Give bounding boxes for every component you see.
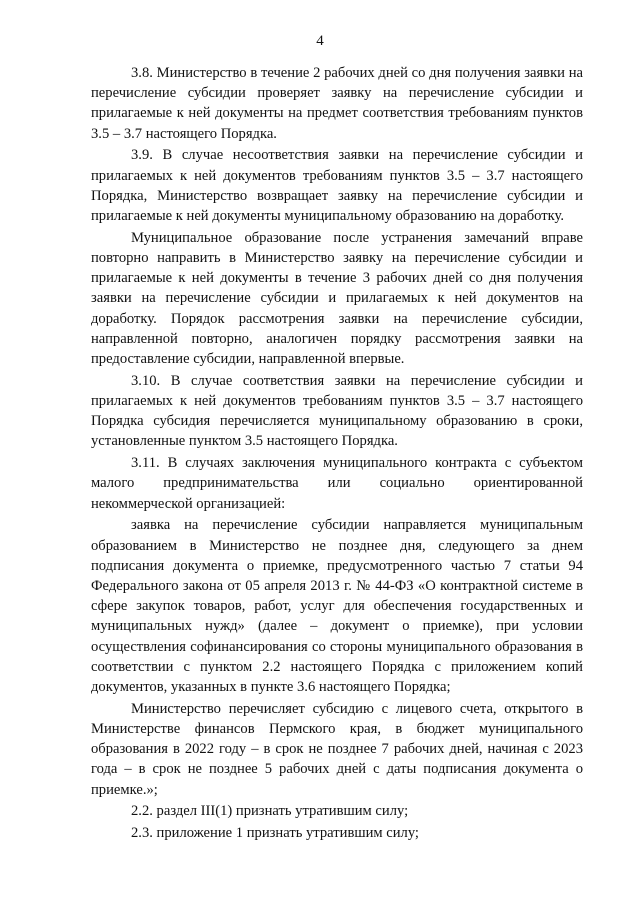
paragraph-3-8: 3.8. Министерство в течение 2 рабочих дней со дня получения заявки на перечисление субсидии проверяет заявку на перечисление субсидии и прилагаемые к ней документы на предмет соответствия требованиям пунктов 3.5 – 3.7 настоящего Порядка. — [91, 65, 583, 142]
paragraph-3-9: 3.9. В случае несоответствия заявки на перечисление субсидии и прилагаемых к ней документов требованиям пунктов 3.5 – 3.7 настоящего Порядка, Министерство возвращает заявку на перечисление субсидии и прилагаемые к ней документы муниципальному образованию на доработку. — [91, 147, 583, 225]
paragraph-ministry-transfer: Министерство перечисляет субсидию с лицевого счета, открытого в Министерстве финансов Пермского края, в бюджет муниципального образования в 2022 году – в срок не позднее 7 рабочих дней, начиная с 2023 года – в срок не позднее 5 рабочих дней с даты подписания документа о приемке.»; — [91, 700, 583, 798]
paragraph-resubmission: Муниципальное образование после устранения замечаний вправе повторно направить в Министерство заявку на перечисление субсидии и прилагаемые к ней документы в течение 3 рабочих дней со дня получения заявки на перечисление субсидии и прилагаемых к ней документов на доработку. Порядок рассмотрения заявки на перечисление субсидии, направленной повторно, аналогичен порядку рассмотрения заявки на предоставление субсидии, направленной впервые. — [91, 229, 583, 368]
paragraph-3-11: 3.11. В случаях заключения муниципального контракта с субъектом малого предпринимательства или социально ориентированной некоммерческой организацией: — [91, 455, 583, 512]
paragraph-application-submission: заявка на перечисление субсидии направляется муниципальным образованием в Министерство не позднее дня, следующего за днем подписания документа о приемке, предусмотренного частью 7 статьи 94 Федерального закона от 05 апреля 2013 г. № 44-ФЗ «О контрактной системе в сфере закупок товаров, работ, услуг для обеспечения государственных и муниципальных нужд» (далее – документ о приемке), при условии осуществления софинансирования со стороны муниципального образования в соответствии с пунктом 2.2 настоящего Порядка с приложением копий документов, указанных в пункте 3.6 настоящего Порядка; — [91, 517, 583, 696]
paragraph-2-2: 2.2. раздел III(1) признать утратившим силу; — [131, 803, 409, 820]
paragraph-2-3: 2.3. приложение 1 признать утратившим силу; — [131, 825, 419, 842]
paragraph-3-10: 3.10. В случае соответствия заявки на перечисление субсидии и прилагаемых к ней документов требованиям пунктов 3.5 – 3.7 настоящего Порядка субсидия перечисляется муниципальному образованию в сроки, установленные пунктом 3.5 настоящего Порядка. — [91, 372, 583, 450]
page-number: 4 — [316, 33, 324, 49]
document-body — [91, 63, 583, 845]
